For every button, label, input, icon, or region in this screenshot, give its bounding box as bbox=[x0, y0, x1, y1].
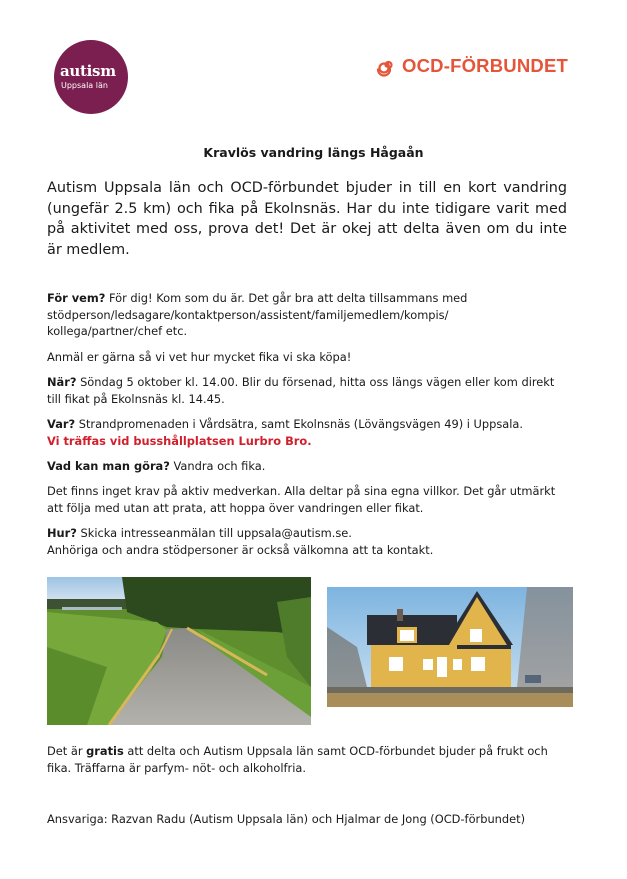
meeting-point-highlight: Vi träffas vid busshållplatsen Lurbro Bro. bbox=[47, 433, 312, 448]
hur-line2: Anhöriga och andra stödpersoner är också välkomna att ta kontakt. bbox=[47, 542, 434, 557]
autism-logo-word: autism bbox=[60, 62, 116, 80]
nar-paragraph bbox=[47, 374, 567, 407]
gratis-post: att delta och Autism Uppsala län samt OCD-förbundet bjuder på frukt och fika. Träffarna är parfym- nöt- och alkoholfria. bbox=[47, 744, 548, 775]
yellow-house-photo bbox=[327, 587, 573, 707]
krav-paragraph: Det finns inget krav på aktiv medverkan. Alla deltar på sina egna villkor. Det går utmärkt att följa med utan att prata, att hoppa över vandringen eller fikat. bbox=[47, 484, 556, 515]
hur-label: Hur? bbox=[47, 526, 77, 540]
intro-paragraph: Autism Uppsala län och OCD-förbundet bjuder in till en kort vandring (ungefär 2.5 km) och fika på Ekolnsnäs. Har du inte tidigare varit med på aktivitet med oss, prova det! Det är okej att delta även om du inte är medlem. bbox=[47, 180, 567, 258]
for-vem-text: För dig! Kom som du är. Det går bra att delta tillsammans med stödperson/ledsagare/kontaktperson/assistent/familjemedlem/kompis/ kollega/partner/chef etc. bbox=[47, 291, 468, 339]
var-label: Var? bbox=[47, 417, 76, 431]
vad-label: Vad kan man göra? bbox=[47, 459, 170, 473]
vad-paragraph bbox=[47, 458, 567, 475]
anmal-paragraph: Anmäl er gärna så vi vet hur mycket fika vi ska köpa! bbox=[47, 350, 352, 364]
ansvariga-paragraph: Ansvariga: Razvan Radu (Autism Uppsala län) och Hjalmar de Jong (OCD-förbundet) bbox=[47, 812, 526, 826]
hur-text: Skicka intresseanmälan till uppsala@autism.se. bbox=[76, 526, 352, 540]
ocd-logo-text: OCD-FÖRBUNDET bbox=[402, 55, 569, 76]
spiral-icon bbox=[376, 55, 398, 77]
var-paragraph bbox=[47, 416, 567, 449]
gratis-bold: gratis bbox=[86, 744, 124, 758]
vad-text: Vandra och fika. bbox=[169, 459, 266, 473]
nar-text: Söndag 5 oktober kl. 14.00. Blir du försenad, hitta oss längs vägen eller kom direkt till fikat på Ekolnsnäs kl. 14.45. bbox=[47, 375, 555, 406]
gravel-path-photo bbox=[47, 577, 311, 725]
for-vem-paragraph bbox=[47, 290, 567, 340]
gratis-paragraph bbox=[47, 743, 567, 776]
page-title: Kravlös vandring längs Hågaån bbox=[203, 145, 424, 160]
autism-uppsala-logo bbox=[54, 40, 128, 114]
nar-label: När? bbox=[47, 375, 77, 389]
autism-logo-sub: Uppsala län bbox=[61, 81, 108, 90]
for-vem-label: För vem? bbox=[47, 291, 106, 305]
gratis-pre: Det är bbox=[47, 744, 87, 758]
hur-paragraph bbox=[47, 525, 567, 558]
var-text: Strandpromenaden i Vårdsätra, samt Ekolnsnäs (Lövängsvägen 49) i Uppsala. bbox=[75, 417, 524, 431]
ocd-forbundet-logo bbox=[376, 54, 568, 78]
